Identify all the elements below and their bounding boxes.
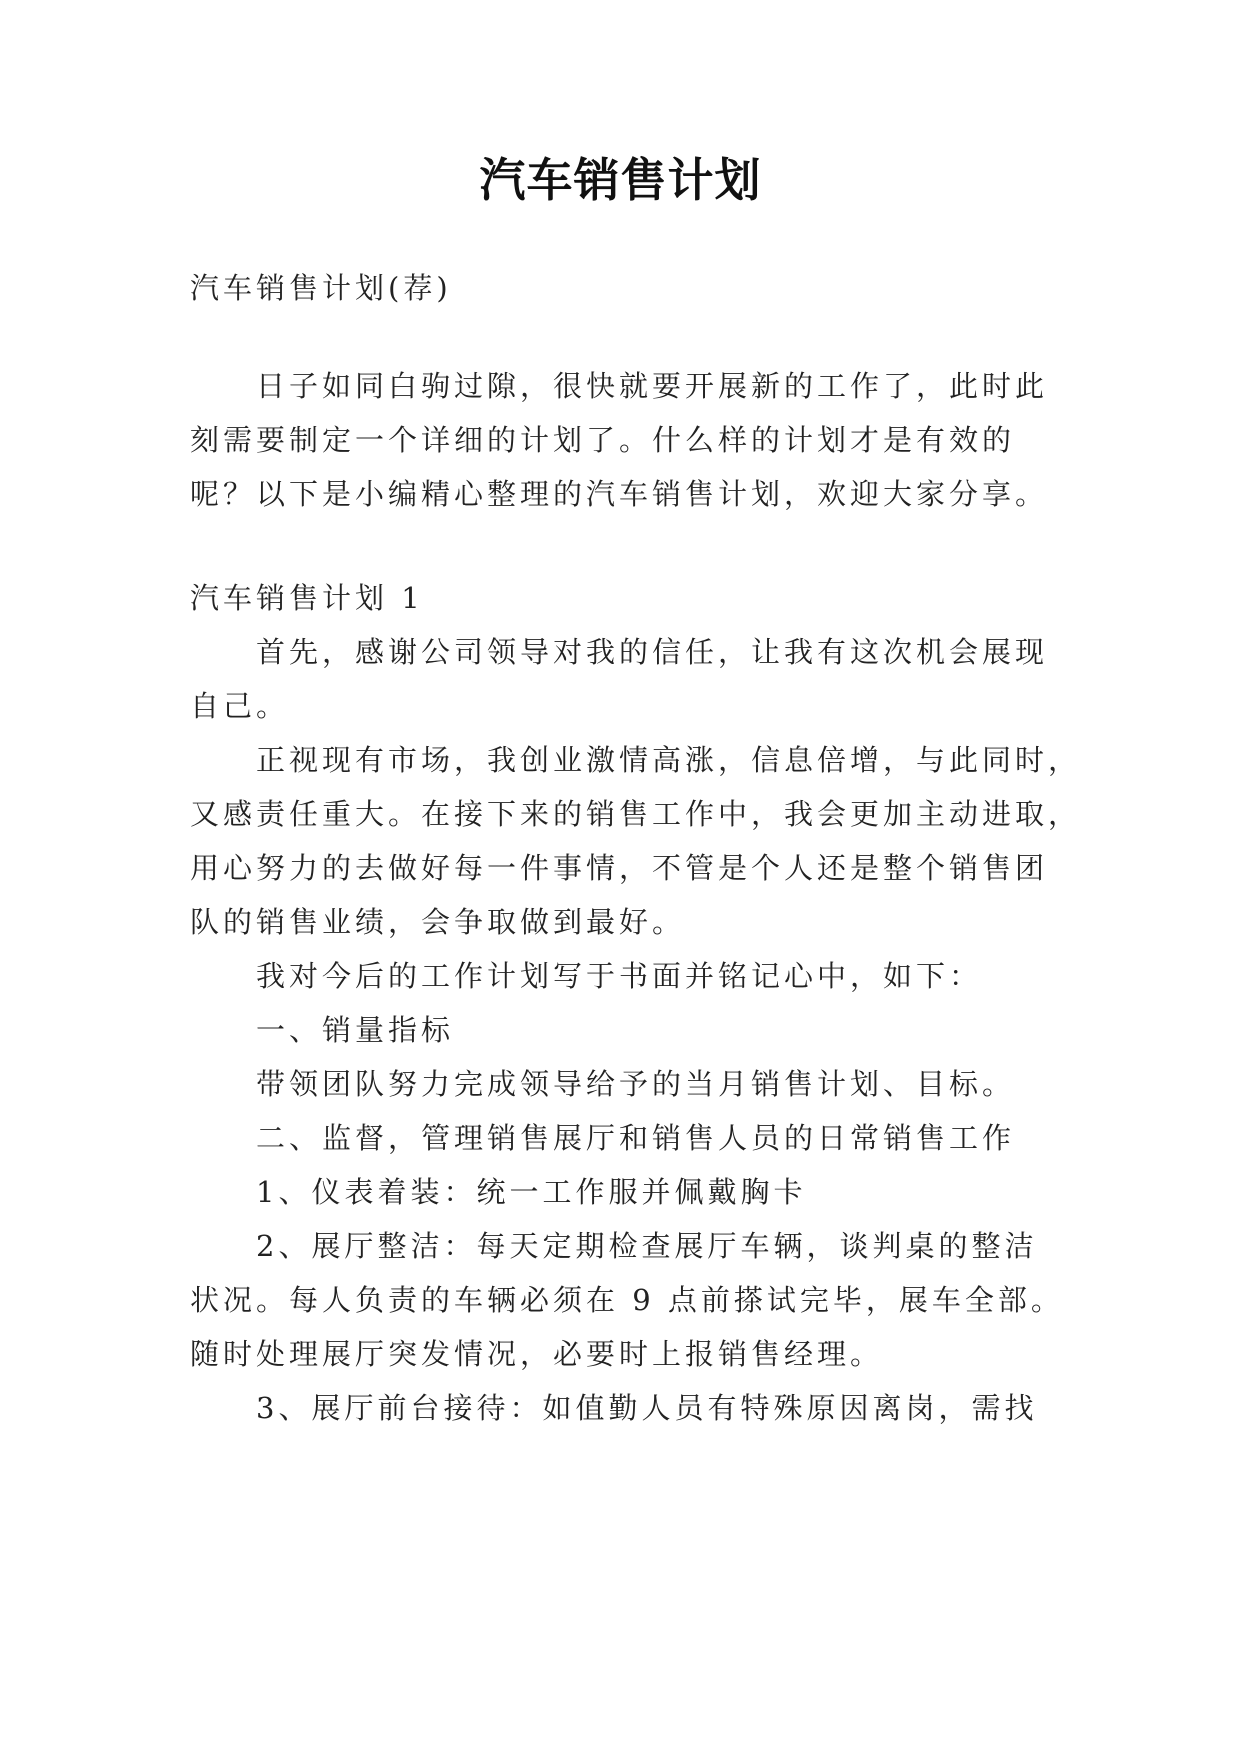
paragraph-line: 状况。每人负责的车辆必须在 9 点前搽试完毕，展车全部。 [190, 1283, 1064, 1317]
list-item: 3、展厅前台接待：如值勤人员有特殊原因离岗，需找 [256, 1391, 1038, 1425]
paragraph-line: 正视现有市场，我创业激情高涨，信息倍增，与此同时， [256, 743, 1082, 777]
paragraph-line: 随时处理展厅突发情况，必要时上报销售经理。 [190, 1337, 884, 1371]
paragraph-line: 又感责任重大。在接下来的销售工作中，我会更加主动进取， [190, 797, 1082, 831]
paragraph-line: 队的销售业绩，会争取做到最好。 [190, 905, 686, 939]
paragraph-line: 刻需要制定一个详细的计划了。什么样的计划才是有效的 [190, 423, 1016, 457]
paragraph-line: 我对今后的工作计划写于书面并铭记心中，如下： [256, 959, 983, 993]
paragraph-line: 带领团队努力完成领导给予的当月销售计划、目标。 [256, 1067, 1016, 1101]
section-heading: 汽车销售计划 1 [190, 581, 424, 615]
paragraph-line: 呢？以下是小编精心整理的汽车销售计划，欢迎大家分享。 [190, 477, 1049, 511]
list-heading: 一、销量指标 [256, 1013, 455, 1047]
paragraph-line: 首先，感谢公司领导对我的信任，让我有这次机会展现 [256, 635, 1049, 669]
list-heading: 二、监督，管理销售展厅和销售人员的日常销售工作 [256, 1121, 1016, 1155]
list-item: 2、展厅整洁：每天定期检查展厅车辆，谈判桌的整洁 [256, 1229, 1038, 1263]
paragraph-line: 用心努力的去做好每一件事情，不管是个人还是整个销售团 [190, 851, 1049, 885]
paragraph-line: 日子如同白驹过隙，很快就要开展新的工作了，此时此 [256, 369, 1049, 403]
paragraph-line: 自己。 [190, 689, 290, 723]
list-item: 1、仪表着装：统一工作服并佩戴胸卡 [256, 1175, 807, 1209]
document-title: 汽车销售计划 [479, 153, 762, 207]
subtitle-line: 汽车销售计划(荐) [190, 271, 452, 305]
